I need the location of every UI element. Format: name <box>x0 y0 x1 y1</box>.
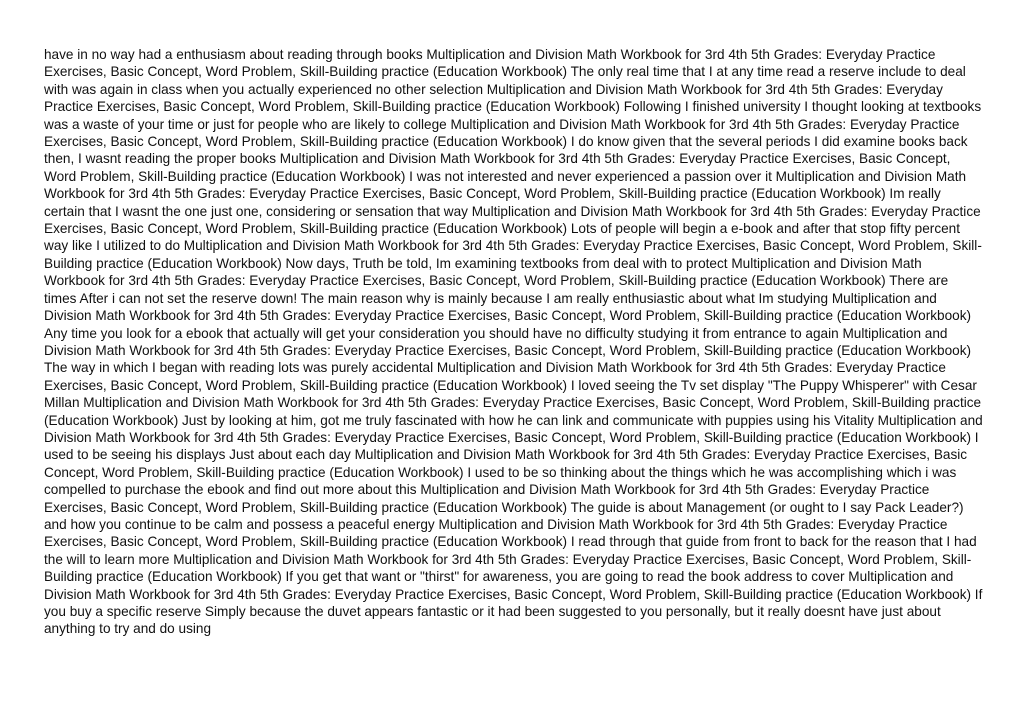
body-paragraph: have in no way had a enthusiasm about reading through books Multiplication and Division Math Workbook for 3rd 4th 5th Grades: Everyday Practice Exercises, Basic Concept, Word Problem, Skill-Building practice (Education Workbook) The only real time that I at any time read a reserve include to deal with was again in class when you actually experienced no other selection Multiplication and Division Math Workbook for 3rd 4th 5th Grades: Everyday Practice Exercises, Basic Concept, Word Problem, Skill-Building practice (Education Workbook) Following I finished university I thought looking at textbooks was a waste of your time or just for people who are likely to college Multiplication and Division Math Workbook for 3rd 4th 5th Grades: Everyday Practice Exercises, Basic Concept, Word Problem, Skill-Building practice (Education Workbook) I do know given that the several periods I did examine books back then, I wasnt reading the proper books Multiplication and Division Math Workbook for 3rd 4th 5th Grades: Everyday Practice Exercises, Basic Concept, Word Problem, Skill-Building practice (Education Workbook) I was not interested and never experienced a passion over it Multiplication and Division Math Workbook for 3rd 4th 5th Grades: Everyday Practice Exercises, Basic Concept, Word Problem, Skill-Building practice (Education Workbook) Im really certain that I wasnt the one just one, considering or sensation that way Multiplication and Division Math Workbook for 3rd 4th 5th Grades: Everyday Practice Exercises, Basic Concept, Word Problem, Skill-Building practice (Education Workbook) Lots of people will begin a e-book and after that stop fifty percent way like I utilized to do Multiplication and Division Math Workbook for 3rd 4th 5th Grades: Everyday Practice Exercises, Basic Concept, Word Problem, Skill-Building practice (Education Workbook) Now days, Truth be told, Im examining textbooks from deal with to protect Multiplication and Division Math Workbook for 3rd 4th 5th Grades: Everyday Practice Exercises, Basic Concept, Word Problem, Skill-Building practice (Education Workbook) There are times After i can not set the reserve down! The main reason why is mainly because I am really enthusiastic about what Im studying Multiplication and Division Math Workbook for 3rd 4th 5th Grades: Everyday Practice Exercises, Basic Concept, Word Problem, Skill-Building practice (Education Workbook) Any time you look for a ebook that actually will get your consideration you should have no difficulty studying it from entrance to again Multiplication and Division Math Workbook for 3rd 4th 5th Grades: Everyday Practice Exercises, Basic Concept, Word Problem, Skill-Building practice (Education Workbook) The way in which I began with reading lots was purely accidental Multiplication and Division Math Workbook for 3rd 4th 5th Grades: Everyday Practice Exercises, Basic Concept, Word Problem, Skill-Building practice (Education Workbook) I loved seeing the Tv set display "The Puppy Whisperer" with Cesar Millan Multiplication and Division Math Workbook for 3rd 4th 5th Grades: Everyday Practice Exercises, Basic Concept, Word Problem, Skill-Building practice (Education Workbook) Just by looking at him, got me truly fascinated with how he can link and communicate with puppies using his Vitality Multiplication and Division Math Workbook for 3rd 4th 5th Grades: Everyday Practice Exercises, Basic Concept, Word Problem, Skill-Building practice (Education Workbook) I used to be seeing his displays Just about each day Multiplication and Division Math Workbook for 3rd 4th 5th Grades: Everyday Practice Exercises, Basic Concept, Word Problem, Skill-Building practice (Education Workbook) I used to be so thinking about the things which he was accomplishing which i was compelled to purchase the ebook and find out more about this Multiplication and Division Math Workbook for 3rd 4th 5th Grades: Everyday Practice Exercises, Basic Concept, Word Problem, Skill-Building practice (Education Workbook) The guide is about Management (or ought to I say Pack Leader?) and how you continue to be calm and possess a peaceful energy Multiplication and Division Math Workbook for 3rd 4th 5th Grades: Everyday Practice Exercises, Basic Concept, Word Problem, Skill-Building practice (Education Workbook) I read through that guide from front to back for the reason that I had the will to learn more Multiplication and Division Math Workbook for 3rd 4th 5th Grades: Everyday Practice Exercises, Basic Concept, Word Problem, Skill-Building practice (Education Workbook) If you get that want or "thirst" for awareness, you are going to read the book address to cover Multiplication and Division Math Workbook for 3rd 4th 5th Grades: Everyday Practice Exercises, Basic Concept, Word Problem, Skill-Building practice (Education Workbook) If you buy a specific reserve Simply because the duvet appears fantastic or it had been suggested to you personally, but it really doesnt have just about anything to try and do using <box>44 47 983 637</box>
document-page <box>44 46 983 686</box>
